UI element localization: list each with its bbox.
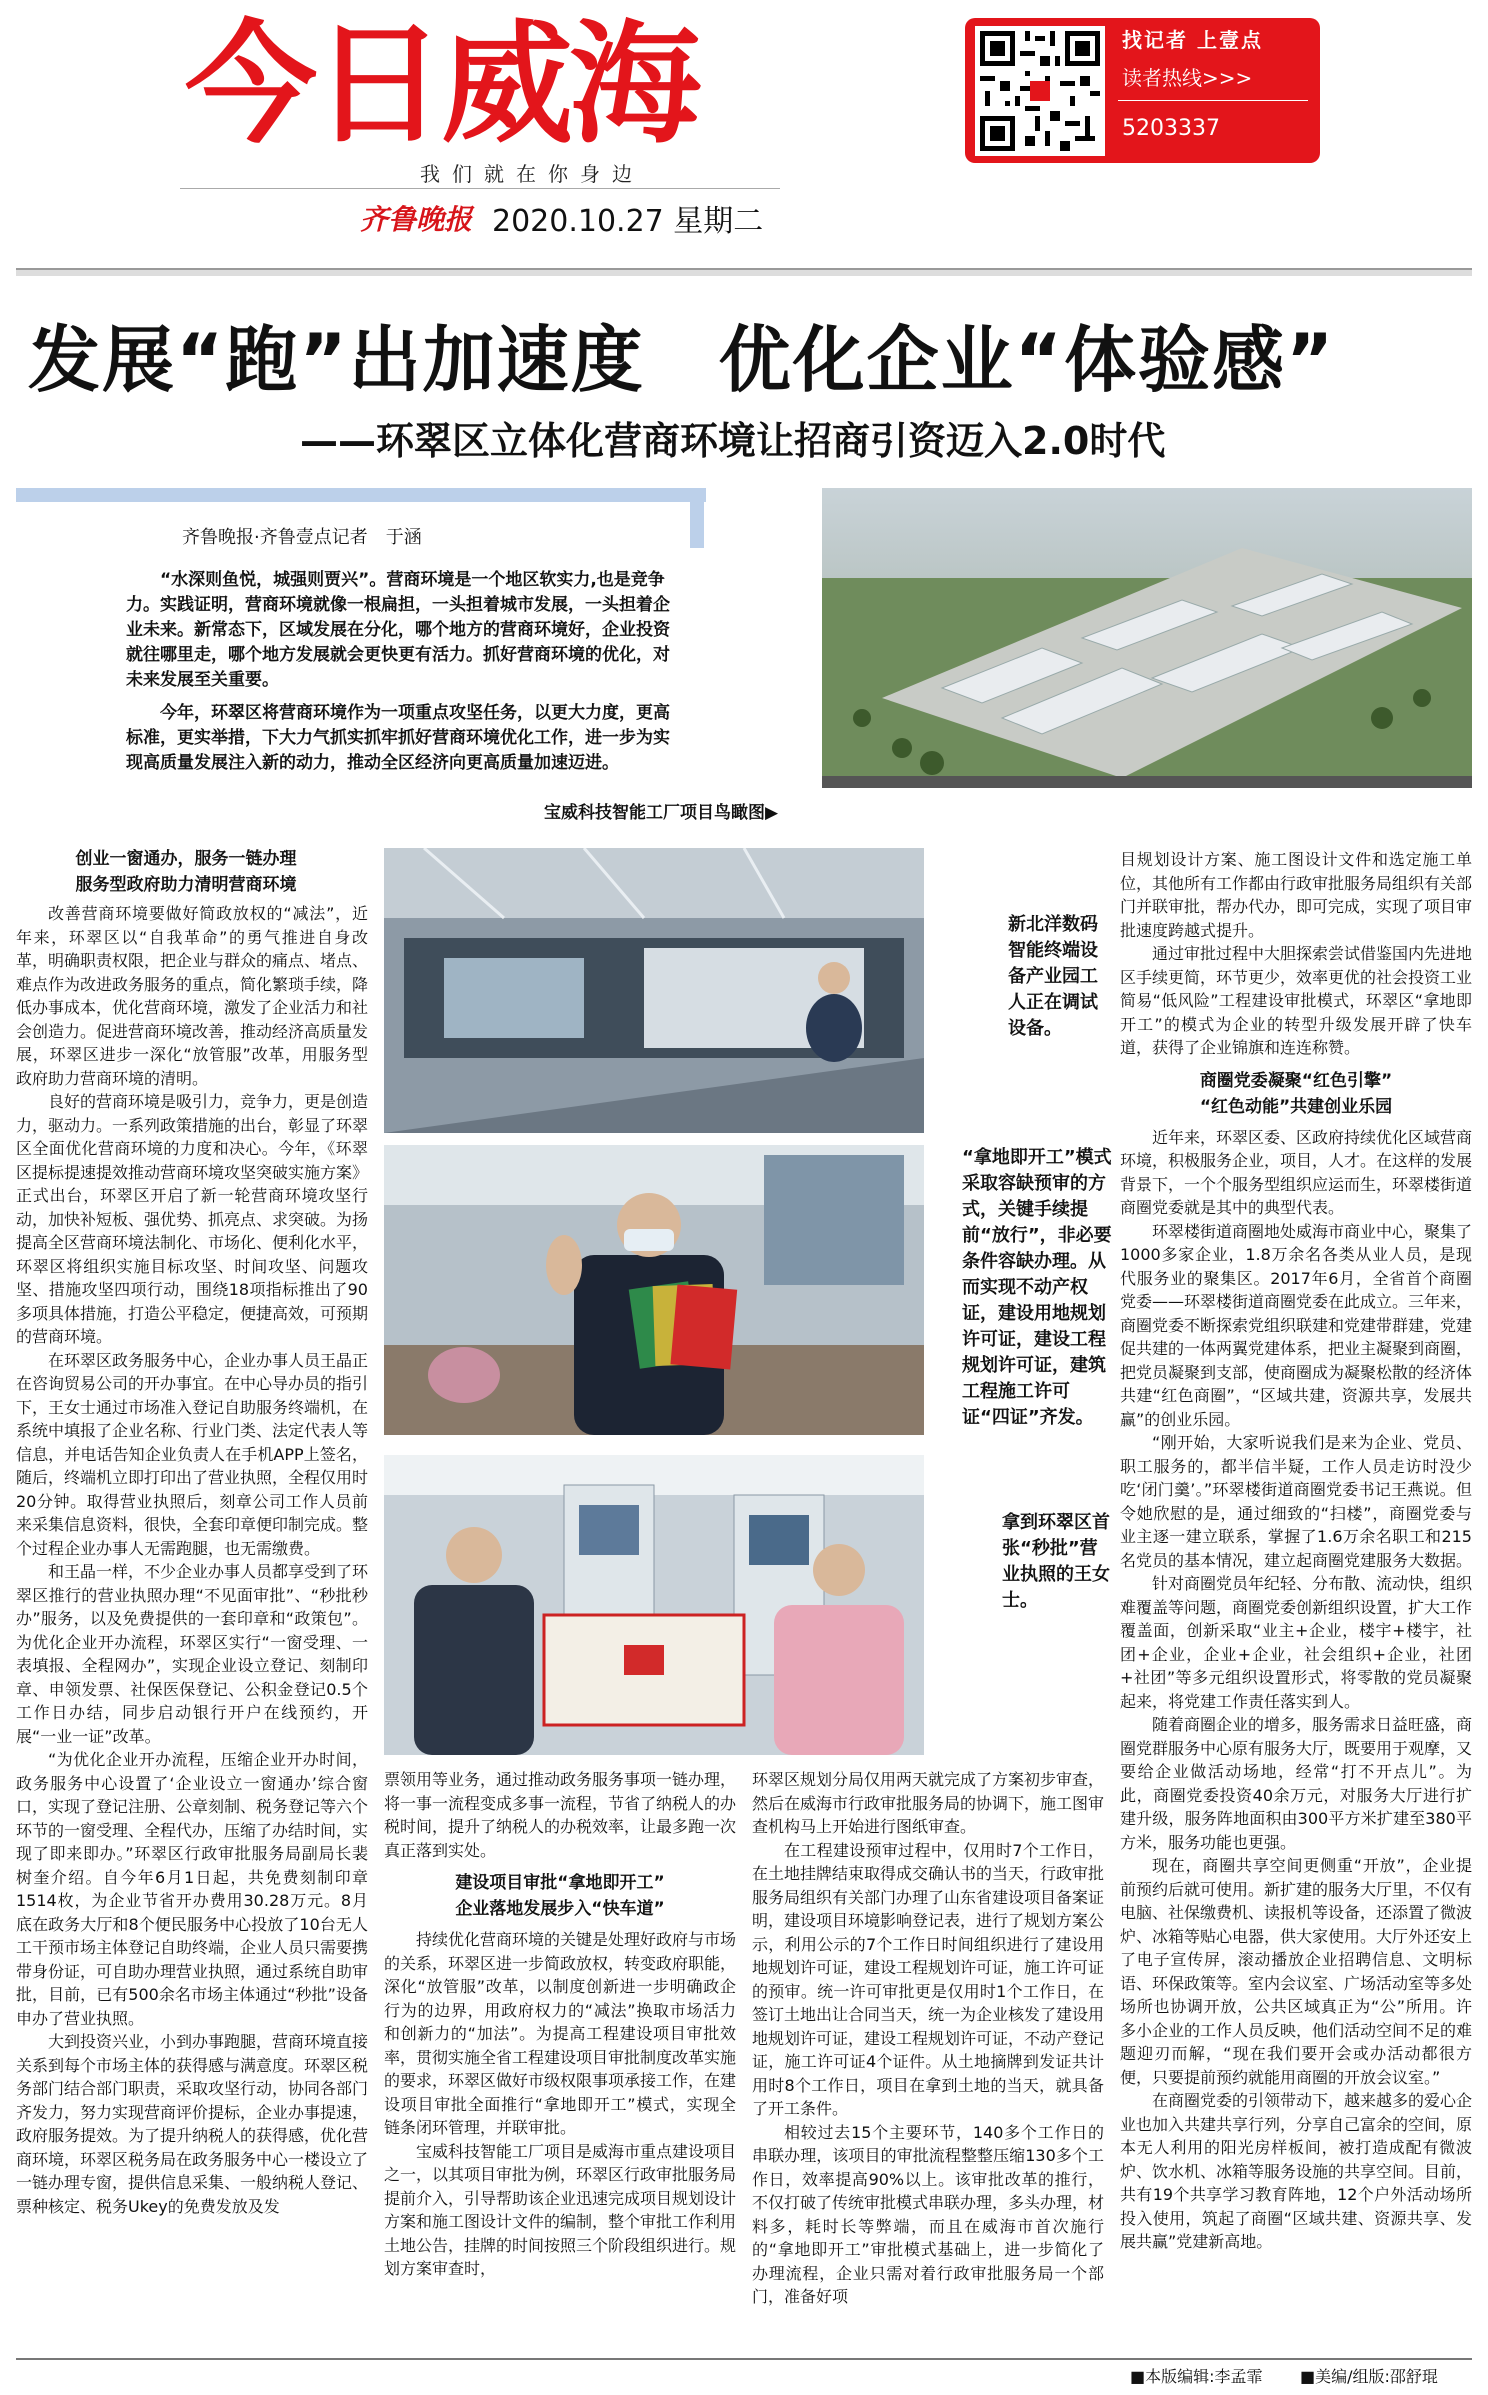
lead-accent-bar — [16, 488, 706, 502]
body-paragraph: 环翠楼街道商圈地处威海市商业中心，聚集了1000多家企业，1.8万余名各类从业人员，是现代服务业的聚集区。2017年6月，全省首个商圈党委——环翠楼街道商圈党委在此成立。三年来，商圈党委不断探索党组织联建和党建带群建，党建促共建的一体两翼党建体系，把业主凝聚到商圈，把党员凝聚到支部，使商圈成为凝聚松散的经济体共建“红色商圈”，“区域共建，资源共享，发展共赢”的创业乐园。 — [1120, 1221, 1472, 1429]
hotline-number: 5203337 — [1122, 116, 1220, 141]
body-paragraph: 在工程建设预审过程中，仅用时7个工作日，在土地挂牌结束取得成交确认书的当天，行政审批服务局组织有关部门办理了山东省建设项目备案证明，建设项目环境影响登记表，进行了规划方案公示，利用公示的7个工作日时间组织进行了建设用地规划许可证，建设工程规划许可证，施工许可证的预审。统一许可审批更是仅用时1个工作日，在签订土地出让合同当天，统一为企业核发了建设用地规划许可证，建设工程规划许可证，不动产登记证，施工许可证4个证件。从土地摘牌到发证共计用时8个工作日，项目在拿到土地的当天，就具备了开工条件。 — [752, 1840, 1104, 2118]
body-paragraph: 针对商圈党员年纪轻、分布散、流动快，组织难覆盖等问题，商圈党委创新组织设置，扩大工作覆盖面，创新采取“业主+企业，楼宇+楼宇，社团+企业，企业+企业，社会组织+企业，社团+社团”等多元组织设置形式，将零散的党员凝聚起来，将党建工作责任落实到人。 — [1120, 1574, 1472, 1711]
body-paragraph: 相较过去15个主要环节，140多个工作日的串联办理，该项目的审批流程整整压缩130多个工作日，效率提高90%以上。该审批改革的推行，不仅打破了传统审批模式串联办理，多头办理，材料多，耗时长等弊端，而且在威海市首次施行的“拿地即开工”审批模式基础上，进一步简化了办理流程，企业只需对着行政审批服务局一个部门，准备好项 — [752, 2122, 1104, 2306]
factory-photo — [384, 848, 924, 1133]
license-photo — [384, 1455, 924, 1755]
body-paragraph: 环翠区规划分局仅用两天就完成了方案初步审查，然后在威海市行政审批服务局的协调下，施工图审查机构马上开始进行图纸审查。 — [752, 1770, 1104, 1836]
hotline-divider — [1118, 100, 1308, 101]
body-paragraph: 宝威科技智能工厂项目是威海市重点建设项目之一，以其项目审批为例，环翠区行政审批服务局提前介入，引导帮助该企业迅速完成项目规划设计方案和施工图设计文件的编制，整个审批工作利用土地公告，挂牌的时间按照三个阶段组织进行。规划方案审查时， — [384, 2141, 736, 2278]
lead-accent-vbar — [690, 488, 704, 548]
body-paragraph: “刚开始，大家听说我们是来为企业、党员、职工服务的，都半信半疑，工作人员走访时没少吃‘闭门羹’。”环翠楼街道商圈党委书记王燕说。但令她欣慰的是，通过细致的“扫楼”，商圈党委与业主逐一建立联系，掌握了1.6万余名职工和215名党员的基本情况，建立起商圈党建服务大数据。 — [1120, 1433, 1472, 1570]
issue-date: 2020.10.27 星期二 — [492, 204, 764, 239]
body-paragraph: 大到投资兴业，小到办事跑腿，营商环境直接关系到每个市场主体的获得感与满意度。环翠区税务部门结合部门职责，采取攻坚行动，协同各部门齐发力，努力实现营商评价提标，企业办事提速，政府服务提效。为了提升纳税人的获得感，优化营商环境，环翠区税务局在政务服务中心一楼设立了一链办理专窗，提供信息采集、一般纳税人登记、票种核定、税务Ukey的免费发放及发 — [16, 2032, 368, 2216]
footer-editor: ■本版编辑:李孟霏 — [1130, 2367, 1263, 2386]
column-2 — [384, 1768, 736, 2356]
body-paragraph: 在环翠区政务服务中心，企业办事人员王晶正在咨询贸易公司的开办事宜。在中心导办员的指引下，王女士通过市场准入登记自助服务终端机，在系统中填报了企业名称、行业门类、法定代表人等信息，并电话告知企业负责人在手机APP上签名，随后，终端机立即打印出了营业执照，全程仅用时20分钟。取得营业执照后，刻章公司工作人员前来采集信息资料，很快，全套印章便印制完成。整个过程企业办事人无需跑腿，也无需缴费。 — [16, 1350, 368, 1558]
body-paragraph: 目规划设计方案、施工图设计文件和选定施工单位，其他所有工作都由行政审批服务局组织有关部门并联审批，帮办代办，即可完成，实现了项目审批速度跨越式提升。 — [1120, 850, 1472, 940]
body-paragraph: “为优化企业开办流程，压缩企业开办时间，政务服务中心设置了‘企业设立一窗通办’综合窗口，实现了登记注册、公章刻制、税务登记等六个环节的一窗受理、全程代办，压缩了办结时间，实现了即来即办。”环翠区行政审批服务局副局长裴树奎介绍。自今年6月1日起，共免费刻制印章1514枚，为企业节省开办费用30.28万元。8月底在政务大厅和8个便民服务中心投放了10台无人工干预市场主体登记自助终端，企业人员只需要携带身份证，可自助办理营业执照，通过系统自助审批，目前，已有500余名市场主体通过“秒批”设备申办了营业执照。 — [16, 1750, 368, 2028]
section-title: 商圈党委凝聚“红色引擎” “红色动能”共建创业乐园 — [1199, 1070, 1393, 1117]
slogan-underline — [180, 188, 780, 189]
body-paragraph: 现在，商圈共享空间更侧重“开放”，企业提前预约后就可使用。新扩建的服务大厅里，不仅有电脑、社保缴费机、读报机等设备，还添置了微波炉、冰箱等贴心电器，供大家使用。大厅外还安上了电子宣传屏，滚动播放企业招聘信息、文明标语、环保政策等。室内会议室、广场活动室等多处场所也协调开放，公共区域真正为“公”所用。许多小企业的工作人员反映，他们活动空间不足的难题迎刃而解，“现在我们要开会或办活动都很方便，只要提前预约就能用商圈的开放会议室。” — [1120, 1856, 1472, 2087]
article-headline: 发展“跑”出加速度 优化企业“体验感” — [28, 318, 1336, 402]
qr-code-icon — [975, 26, 1105, 156]
body-paragraph: 改善营商环境要做好简政放权的“减法”，近年来，环翠区以“自我革命”的勇气推进自身改革，明确职责权限，把企业与群众的痛点、堵点、难点作为改进政务服务的重点，简化繁琐手续，降低办事成本，优化营商环境，激发了企业活力和社会创造力。促进营商环境改善，推动经济高质量发展，环翠区进步一深化“放管服”改革，用服务型政府助力营商环境的清明。 — [16, 904, 368, 1088]
certificates-caption: “拿地即开工”模式采取容缺预审的方式，关键手续提前“放行”，非必要条件容缺办理。从而实现不动产权证，建设用地规划许可证，建设工程规划许可证，建筑工程施工许可证“四证”齐发。 — [962, 1147, 1112, 1428]
section-title: 创业一窗通办，服务一链办理 服务型政府助力清明营商环境 — [75, 849, 297, 895]
column-1 — [16, 902, 368, 2352]
aerial-photo — [822, 488, 1472, 788]
article-byline: 齐鲁晚报·齐鲁壹点记者 于涵 — [182, 527, 422, 548]
lead-paragraph: “水深则鱼悦，城强则贾兴”。营商环境是一个地区软实力,也是竞争力。实践证明，营商环境就像一根扁担，一头担着城市发展，一头担着企业未来。新常态下，区域发展在分化，哪个地方的营商环境好，企业投资就往哪里走，哪个地方发展就会更快更有活力。抓好营商环境的优化，对未来发展至关重要。 — [126, 570, 670, 690]
hotline-label: 读者热线>>> — [1122, 66, 1253, 90]
column-4 — [1120, 848, 1472, 2356]
article-subhead: ——环翠区立体化营商环境让招商引资迈入2.0时代 — [300, 419, 1166, 463]
body-paragraph: 票领用等业务，通过推动政务服务事项一链办理，将一事一流程变成多事一流程，节省了纳税人的办税时间，提升了纳税人的办税效率，让最多跑一次真正落到实处。 — [384, 1770, 736, 1860]
footer-rule — [16, 2358, 1472, 2360]
masthead-rule — [16, 268, 1472, 276]
body-paragraph: 和王晶一样，不少企业办事人员都享受到了环翠区推行的营业执照办理“不见面审批”、“秒批秒办”服务，以及免费提供的一套印章和“政策包”。为优化企业开办流程，环翠区实行“一窗受理、一表填报、全程网办”，实现企业设立登记、刻制印章、申领发票、社保医保登记、公积金登记0.5个工作日办结，同步启动银行开户在线预约，开展“一业一证”改革。 — [16, 1562, 368, 1746]
body-paragraph: 持续优化营商环境的关键是处理好政府与市场的关系，环翠区进一步简政放权，转变政府职能，深化“放管服”改革，以制度创新进一步明确政企行为的边界，用政府权力的“减法”换取市场活力和创新力的“加法”。为提高工程建设项目审批效率，贯彻实施全省工程建设项目审批制度改革实施的要求，环翠区做好市级权限事项承接工作，在建设项目审批全面推行“拿地即开工”模式，实现全链条闭环管理，并联审批。 — [384, 1930, 736, 2137]
section-title: 建设项目审批“拿地即开工” 企业落地发展步入“快车道” — [455, 1873, 665, 1919]
lead-paragraph: 今年，环翠区将营商环境作为一项重点攻坚任务，以更大力度，更高标准，更实举措，下大力气抓实抓牢抓好营商环境优化工作，进一步为实现高质量发展注入新的动力，推动全区经济向更高质量加速迈进。 — [126, 703, 670, 773]
masthead-title: 今日威海 — [185, 8, 697, 162]
body-paragraph: 随着商圈企业的增多，服务需求日益旺盛，商圈党群服务中心原有服务大厅，既要用于观摩，又要给企业做活动场地，经常“打不开点儿”。为此，商圈党委投资40余万元，对服务大厅进行扩建升级，服务阵地面积由300平方米扩建至380平方米，服务功能也更强。 — [1120, 1715, 1472, 1852]
aerial-caption: 宝威科技智能工厂项目鸟瞰图▶ — [544, 803, 779, 823]
footer-designer: ■美编/组版:邵舒琨 — [1300, 2367, 1438, 2386]
masthead-slogan: 我们就在你身边 — [420, 162, 644, 186]
body-paragraph: 良好的营商环境是吸引力，竞争力，更是创造力，驱动力。一系列政策措施的出台，彰显了环翠区全面优化营商环境的力度和决心。今年，《环翠区提标提速提效推动营商环境攻坚突破实施方案》正式出台，环翠区开启了新一轮营商环境攻坚行动，加快补短板、强优势、抓亮点、求突破。为扬提高全区营商环境法制化、市场化、便利化水平，环翠区将组织实施目标攻坚、时间攻坚、问题攻坚、措施攻坚四项行动，围绕18项指标推出了90多项具体措施，打造公平稳定，便捷高效，可预期的营商环境。 — [16, 1092, 368, 1346]
certificates-photo — [384, 1145, 924, 1435]
body-paragraph: 近年来，环翠区委、区政府持续优化区域营商环境，积极服务企业，项目，人才。在这样的发展背景下，一个个服务型组织应运而生，环翠楼街道商圈党委就是其中的典型代表。 — [1120, 1127, 1472, 1217]
hotline-reporter: 找记者 上壹点 — [1122, 28, 1263, 52]
body-paragraph: 在商圈党委的引领带动下，越来越多的爱心企业也加入共建共享行列，分享自己富余的空间，原本无人利用的阳光房样板间，被打造成配有微波炉、饮水机、冰箱等服务设施的共享空间。目前，共有19个共享学习教育阵地，12个户外活动场所投入使用，筑起了商圈“区域共建、资源共享、发展共赢”党建新高地。 — [1120, 2091, 1472, 2251]
factory-caption: 新北洋数码智能终端设备产业园工人正在调试设备。 — [1008, 914, 1098, 1039]
column-3 — [752, 1768, 1104, 2356]
brand-logo: 齐鲁晚报 — [360, 203, 473, 236]
license-caption: 拿到环翠区首张“秒批”营业执照的王女士。 — [1002, 1512, 1110, 1611]
article-lead — [126, 568, 686, 776]
body-paragraph: 通过审批过程中大胆探索尝试借鉴国内先进地区手续更简，环节更少，效率更优的社会投资工业简易“低风险”工程建设审批模式，环翠区“拿地即开工”的模式为企业的转型升级发展开辟了快车道，获得了企业锦旗和连连称赞。 — [1120, 944, 1472, 1057]
